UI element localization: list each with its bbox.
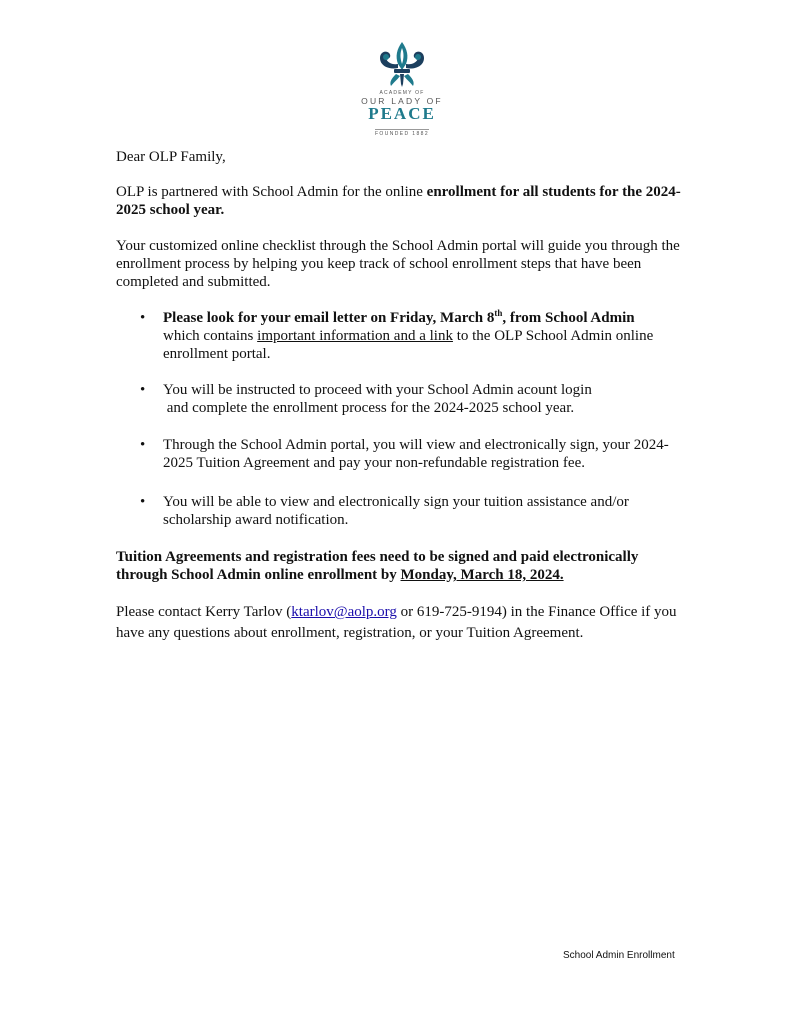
bullet1-bold-pre: Please look for your email letter on Friday, March 8 <box>163 310 495 326</box>
bullet1-underline: important information and a link <box>257 328 453 344</box>
intro-paragraph <box>116 183 691 219</box>
greeting: Dear OLP Family, <box>116 149 226 165</box>
school-logo <box>352 40 452 137</box>
bullet1-bold-post: , from School Admin <box>502 310 635 326</box>
bullet-dot-3: • <box>140 437 146 453</box>
bullet-item-account-login <box>163 381 693 417</box>
logo-academy-text: ACADEMY OF <box>379 90 425 96</box>
deadline-paragraph <box>116 548 691 584</box>
bullet-dot-4: • <box>140 494 146 510</box>
bullet1-sup: th <box>494 308 503 318</box>
fleur-de-lis-icon <box>375 40 429 90</box>
contact-email-link[interactable]: ktarlov@aolp.org <box>291 604 397 620</box>
bullet1-line2-pre: which contains <box>163 328 258 344</box>
deadline-date: Monday, March 18, 2024. <box>400 567 564 583</box>
page-footer: School Admin Enrollment <box>563 950 675 961</box>
bullet-dot-1: • <box>140 310 146 326</box>
bullet2-line2: and complete the enrollment process for the 2024-2025 school year. <box>163 400 575 416</box>
contact-pre: Please contact Kerry Tarlov ( <box>116 604 292 620</box>
bullet-dot-2: • <box>140 382 146 398</box>
bullet-item-email-letter <box>163 309 693 363</box>
logo-our-lady-text: OUR LADY OF <box>361 96 443 106</box>
bullet-item-scholarship: You will be able to view and electronically sign your tuition assistance and/or scholarship award notification. <box>163 494 629 528</box>
checklist-paragraph: Your customized online checklist through the School Admin portal will guide you through the enrollment process by helping you keep track of school enrollment steps that have been completed and submitted. <box>116 238 680 290</box>
bullet-item-tuition-agreement: Through the School Admin portal, you will view and electronically sign, your 2024-2025 Tuition Agreement and pay your non-refundable registration fee. <box>163 437 669 471</box>
contact-post: or 619-725-9194) in the Finance Office if you have any questions about enrollment, registration, or your Tuition Agreement. <box>116 604 677 641</box>
deadline-text: Tuition Agreements and registration fees need to be signed and paid electronically through School Admin online enrollment by <box>116 549 639 583</box>
contact-paragraph <box>116 602 691 644</box>
logo-peace-text: PEACE <box>368 104 436 123</box>
intro-bold-text: enrollment for all students for the 2024-2025 school year. <box>116 184 681 218</box>
intro-text: OLP is partnered with School Admin for the online <box>116 184 427 200</box>
bullet1-line2-post: to the OLP School Admin online enrollment portal. <box>163 328 654 362</box>
logo-founded-text: FOUNDED 1882 <box>374 131 430 137</box>
bullet2-line1: You will be instructed to proceed with your School Admin acount login <box>163 382 592 398</box>
